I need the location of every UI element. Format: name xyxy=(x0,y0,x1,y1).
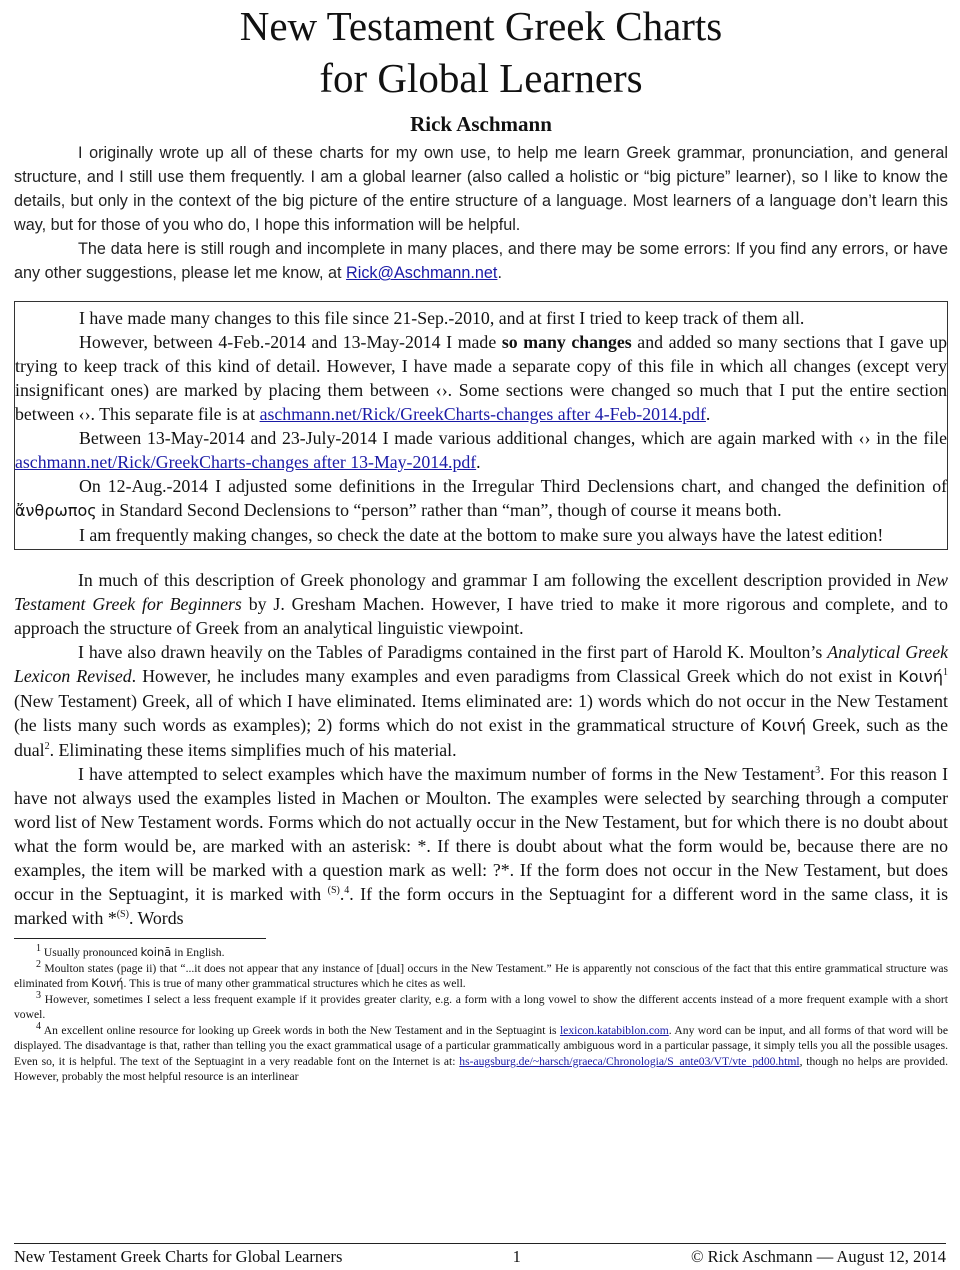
koine-word: Κοινή xyxy=(898,667,943,686)
body-paragraph: I have also drawn heavily on the Tables of Paradigms contained in the first part of Harold K. Moulton’s Analytical Greek Lexicon Revised. However, he includes many examples and even paradigms from Classical Greek which do not exist in Κοινή$^1$ (New Testament) Greek, all of which I have eliminated. Items eliminated are: 1) words which do not occur in the New Testament (he lists many such words as examples); 2) forms which do not exist in the grammatical structure of Κοινή Greek, such as the dual$^2$. Eliminating these items simplifies much of his material. xyxy=(14,642,948,760)
document-title: New Testament Greek Charts for Global Learners xyxy=(239,3,723,101)
document-page xyxy=(14,0,948,1085)
changes-notice-box xyxy=(14,301,948,550)
footnote-ref: 4 xyxy=(344,885,350,897)
footnote: $^3$ However, sometimes I select a less frequent example if it provides greater clarity, e.g. a form with a long vowel to show the different accents instead of a more frequent example with a short vowel. xyxy=(14,989,949,1021)
footer-copyright: © Rick Aschmann — August 12, 2014 xyxy=(690,1247,946,1266)
notice-paragraph: I have made many changes to this file since 21-Sep.-2010, and at first I tried to keep track of them all. xyxy=(79,308,805,328)
footnote-ref: 3 xyxy=(815,765,821,777)
notice-paragraph: On 12-Aug.-2014 I adjusted some definitions in the Irregular Third Declensions chart, and changed the definition of ἄνθρωπος in Standard Second Declensions to “person” rather than “man”, though of course it means both. xyxy=(15,476,947,520)
changes-file-link-2[interactable]: aschmann.net/Rick/GreekCharts-changes after 13-May-2014.pdf xyxy=(15,452,477,472)
septuagint-link[interactable]: hs-augsburg.de/~harsch/graeca/Chronologia/S_ante03/VT/vte_pd00.html xyxy=(459,1054,800,1068)
intro-section xyxy=(14,141,948,285)
footnote: $^2$ Moulton states (page ii) that “...it does not appear that any instance of [dual] occurs in the New Testament.” He is apparently not conscious of the fact that this entire grammatical structure was eliminated from Κοινή. This is true of many other grammatical structures which he cites as well. xyxy=(14,958,948,990)
footnote-divider xyxy=(14,938,266,939)
notice-paragraph: However, between 4-Feb.-2014 and 13-May-2014 I made so many changes and added so many sections that I gave up trying to keep track of this kind of detail. However, I have made a separate copy of this file in which all changes (except very insignificant ones) are marked by placing them between ‹›. Some sections were changed so much that I put the entire section between ‹›. This separate file is at aschmann.net/Rick/GreekCharts-changes after 4-Feb-2014.pdf. xyxy=(15,332,947,424)
page-number: 1 xyxy=(512,1247,521,1266)
greek-word: ἄνθρωπος xyxy=(15,501,97,520)
notice-paragraph: I am frequently making changes, so check the date at the bottom to make sure you always have the latest edition! xyxy=(79,525,884,545)
footnote: $^4$ An excellent online resource for looking up Greek words in both the New Testament and in the Septuagint is lexicon.katabiblon.com. Any word can be input, and all forms of that word will be displayed. The disadvantage is that, rather than telling you the exact grammatical usage of a particular grammatically ambiguous word in a particular passage, it simply tells you all the possible usages. Even so, it is helpful. The text of the Septuagint in a very readable font on the Internet is at: hs-augsburg.de/~harsch/graeca/Chronologia/S_ante03/VT/vte_pd00.html, though no helps are provided. However, probably the most helpful resource is an interlinear xyxy=(14,1020,948,1083)
footnote-ref: 1 xyxy=(942,667,948,679)
changes-file-link-1[interactable]: aschmann.net/Rick/GreekCharts-changes after 4-Feb-2014.pdf xyxy=(259,404,706,424)
lexicon-link[interactable]: lexicon.katabiblon.com xyxy=(559,1023,669,1037)
intro-paragraph: The data here is still rough and incomplete in many places, and there may be some errors: If you find any errors, or have any other suggestions, please let me know, at Rick@Aschmann.net. xyxy=(14,240,948,282)
footnote-ref: 2 xyxy=(44,741,50,753)
footnotes xyxy=(14,945,948,1085)
author-name: Rick Aschmann xyxy=(410,112,552,136)
notice-paragraph: Between 13-May-2014 and 23-July-2014 I made various additional changes, which are again marked with ‹› in the file aschmann.net/Rick/GreekCharts-changes after 13-May-2014.pdf. xyxy=(15,428,947,472)
page-footer xyxy=(14,1243,946,1267)
koine-word: Κοινή xyxy=(761,716,807,735)
footnote: $^1$ Usually pronounced koinā in English. xyxy=(36,943,225,959)
intro-paragraph: I originally wrote up all of these charts for my own use, to help me learn Greek grammar, pronunciation, and general structure, and I still use them frequently. I am a global learner (also called a holistic or “big picture” learner), so I like to know the details, but only in the context of the big picture of the entire structure of a language. Most learners of a language don’t learn this way, but for those of you who do, I hope this information will be helpful. xyxy=(14,144,948,234)
email-link[interactable]: Rick@Aschmann.net xyxy=(346,264,498,282)
body-paragraph: I have attempted to select examples which have the maximum number of forms in the New Testament$^3$. For this reason I have not always used the examples listed in Machen or Moulton. The examples were selected by searching through a computer word list of New Testament words. Forms which do not actually occur in the New Testament, but for which there is no doubt about what the form would be, are marked with an asterisk: *. If there is doubt about what the form would be, because there are no examples, the item will be marked with a question mark as well: ?*. If the form does not occur in the New Testament, but does occur in the Septuagint, it is marked with $^{(S)}$.$^4$. If the form occurs in the Septuagint for a different word in the same class, it is marked with *$^{(S)}$. Words xyxy=(14,764,948,928)
body-paragraph: In much of this description of Greek phonology and grammar I am following the excellent description provided in New Testament Greek for Beginners by J. Gresham Machen. However, I have tried to make it more rigorous and complete, and to approach the structure of Greek from an analytical linguistic viewpoint. xyxy=(14,570,948,638)
body-section xyxy=(14,568,948,930)
footer-title: New Testament Greek Charts for Global Learners xyxy=(14,1247,343,1266)
